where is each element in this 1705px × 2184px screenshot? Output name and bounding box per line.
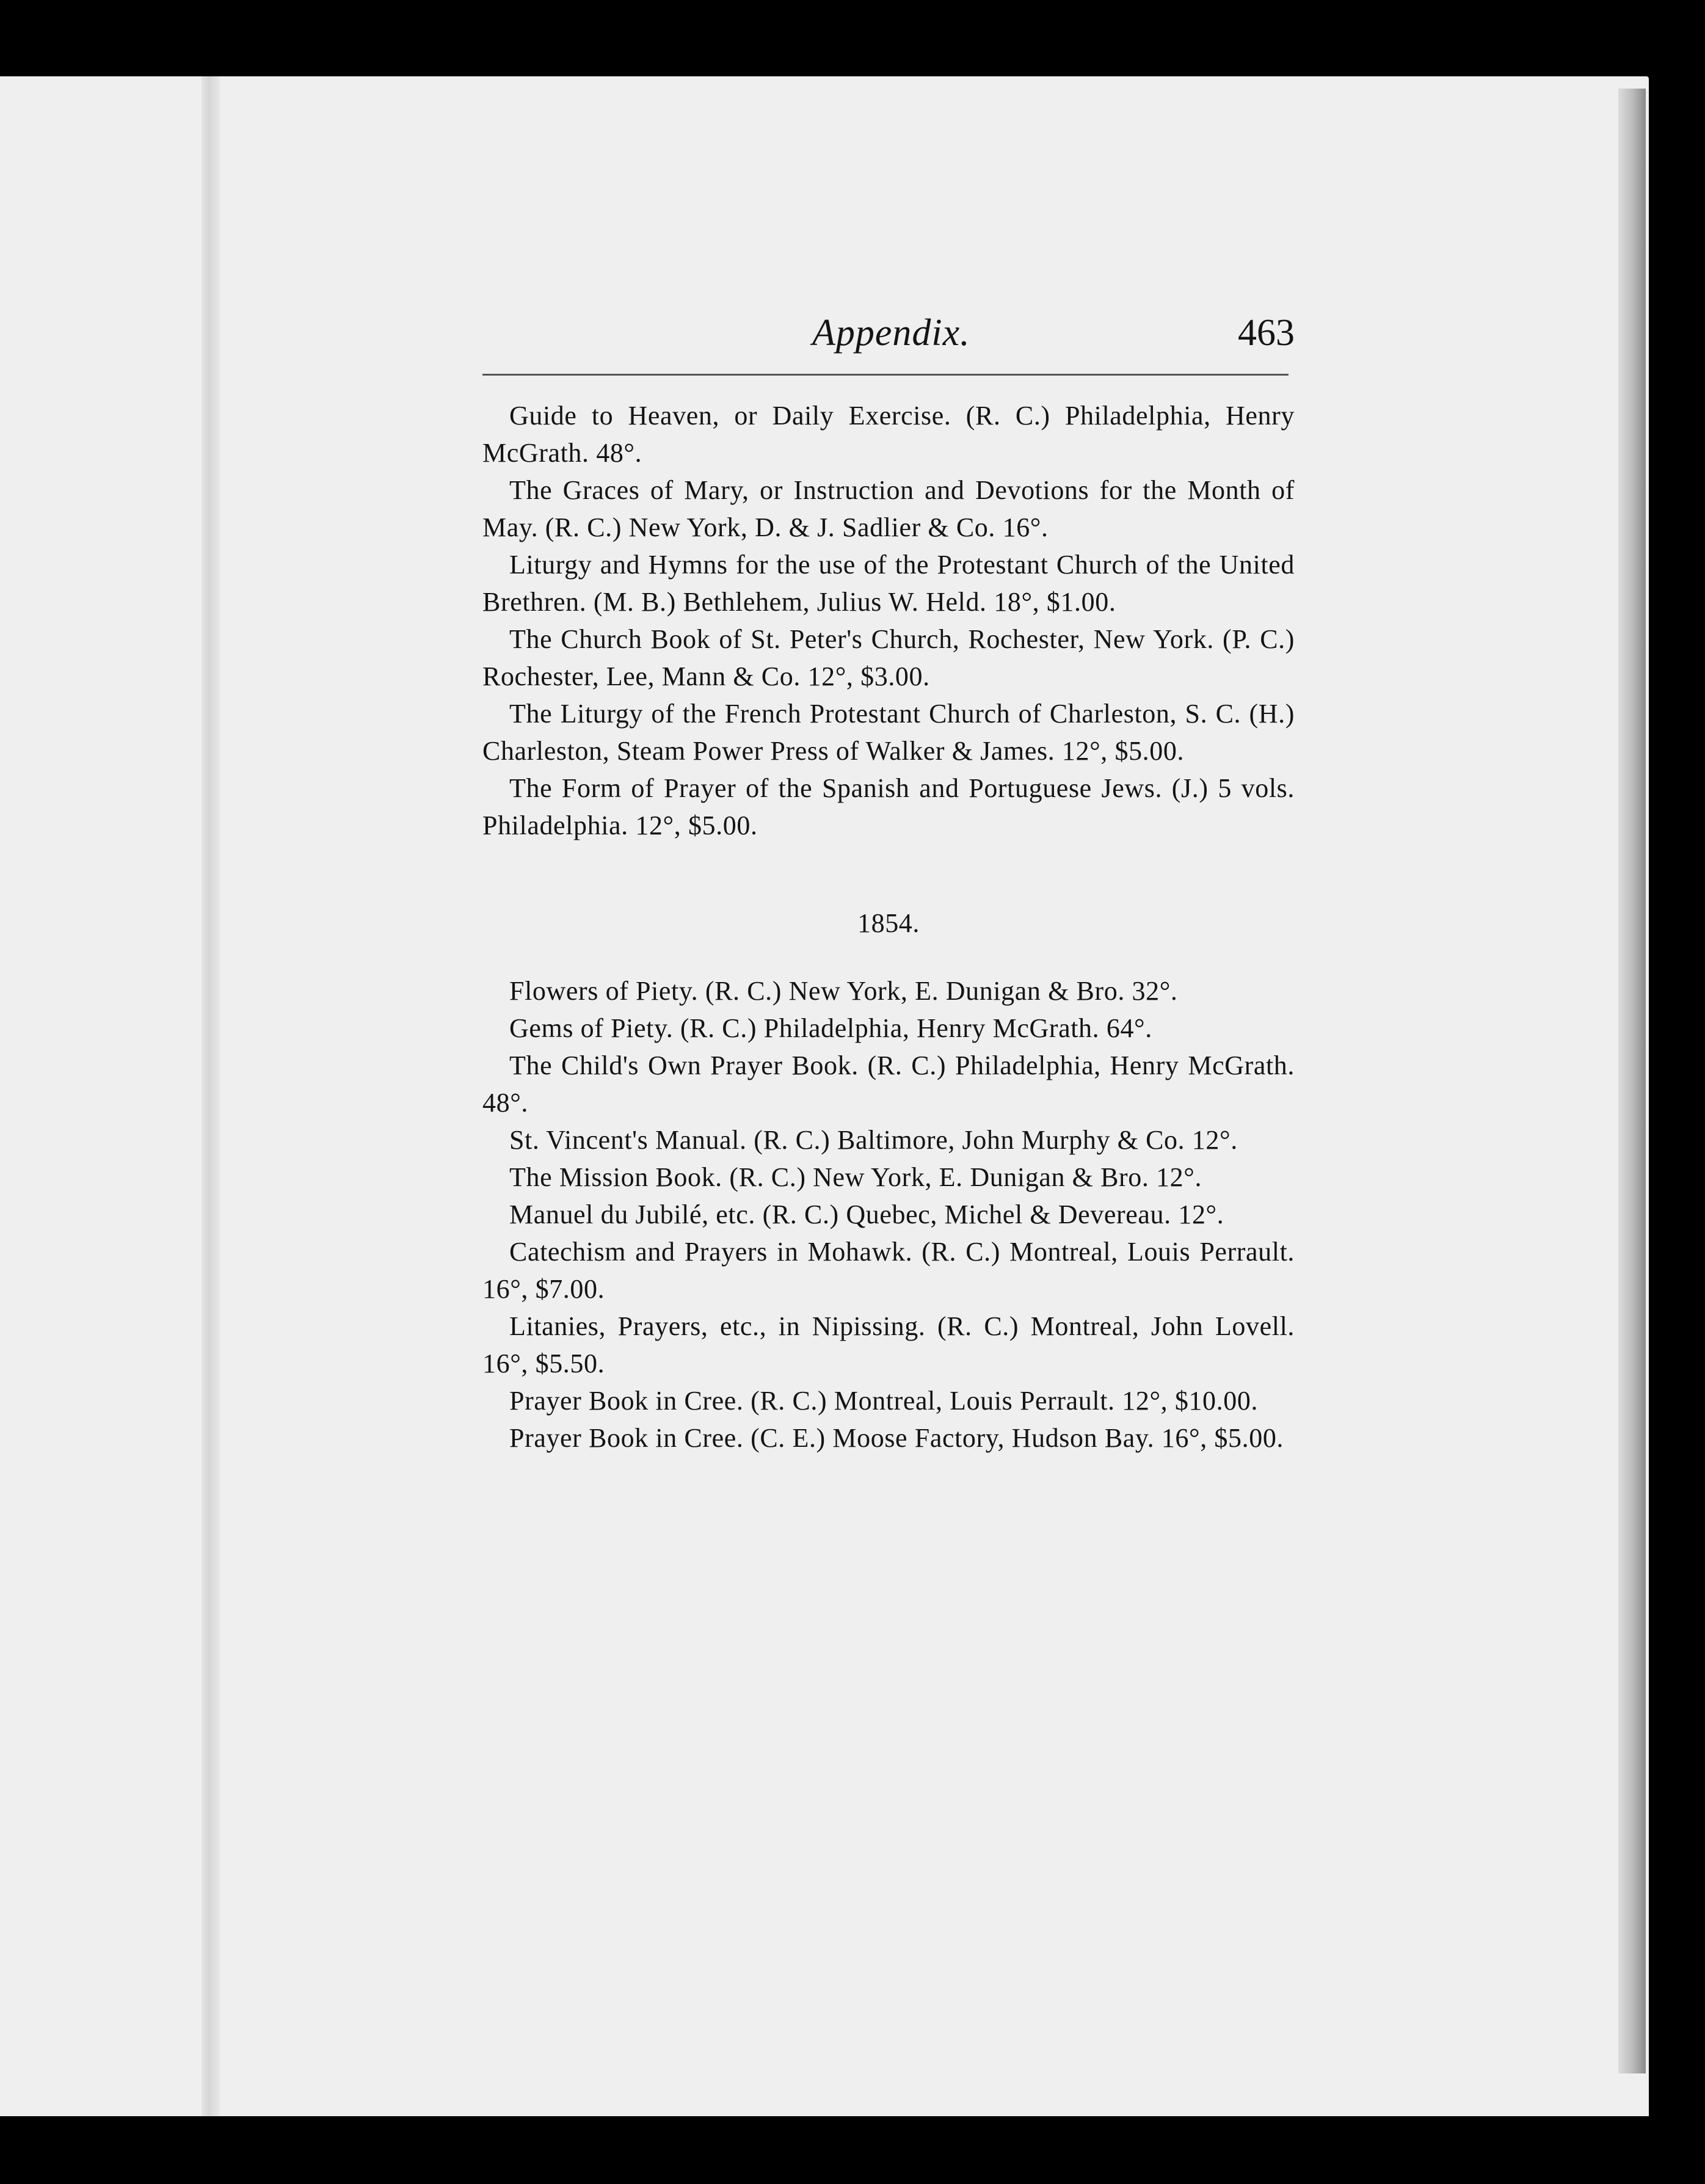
entry: Gems of Piety. (R. C.) Philadelphia, Henry McGrath. 64°. xyxy=(509,1013,1152,1043)
entry: Prayer Book in Cree. (R. C.) Montreal, Louis Perrault. 12°, $10.00. xyxy=(509,1386,1259,1416)
page-header xyxy=(482,226,1295,354)
entry: The Graces of Mary, or Instruction and Devotions for the Month of May. (R. C.) New York, D. & J. Sadlier & Co. 16°. xyxy=(482,475,1295,542)
entry: The Form of Prayer of the Spanish and Portuguese Jews. (J.) 5 vols. Philadelphia. 12°, $5.00. xyxy=(482,773,1295,840)
entry: Manuel du Jubilé, etc. (R. C.) Quebec, Michel & Devereau. 12°. xyxy=(509,1199,1224,1229)
running-head: Appendix. xyxy=(812,312,970,354)
page-number: 463 xyxy=(1238,312,1295,354)
entry: Prayer Book in Cree. (C. E.) Moose Factory, Hudson Bay. 16°, $5.00. xyxy=(509,1423,1284,1453)
entry: Flowers of Piety. (R. C.) New York, E. Dunigan & Bro. 32°. xyxy=(509,976,1178,1006)
entry: Litanies, Prayers, etc., in Nipissing. (R. C.) Montreal, John Lovell. 16°, $5.50. xyxy=(482,1311,1295,1378)
year-heading: 1854. xyxy=(857,908,920,938)
entry: The Child's Own Prayer Book. (R. C.) Philadelphia, Henry McGrath. 48°. xyxy=(482,1050,1295,1118)
entry: Liturgy and Hymns for the use of the Protestant Church of the United Brethren. (M. B.) Bethlehem, Julius W. Held. 18°, $1.00. xyxy=(482,550,1295,617)
entry: The Church Book of St. Peter's Church, Rochester, New York. (P. C.) Rochester, Lee, Mann & Co. 12°, $3.00. xyxy=(482,624,1295,691)
page-fore-edge xyxy=(1618,89,1646,2073)
header-rule xyxy=(482,374,1289,376)
entry: The Mission Book. (R. C.) New York, E. Dunigan & Bro. 12°. xyxy=(509,1162,1202,1192)
page-binding-shadow xyxy=(202,76,220,2116)
entry: St. Vincent's Manual. (R. C.) Baltimore, John Murphy & Co. 12°. xyxy=(509,1125,1238,1155)
entry: Catechism and Prayers in Mohawk. (R. C.) Montreal, Louis Perrault. 16°, $7.00. xyxy=(482,1237,1295,1304)
entry: The Liturgy of the French Protestant Church of Charleston, S. C. (H.) Charleston, Steam Power Press of Walker & James. 12°, $5.00. xyxy=(482,699,1295,766)
page-body xyxy=(482,397,1295,1457)
entry: Guide to Heaven, or Daily Exercise. (R. C.) Philadelphia, Henry McGrath. 48°. xyxy=(482,401,1295,468)
